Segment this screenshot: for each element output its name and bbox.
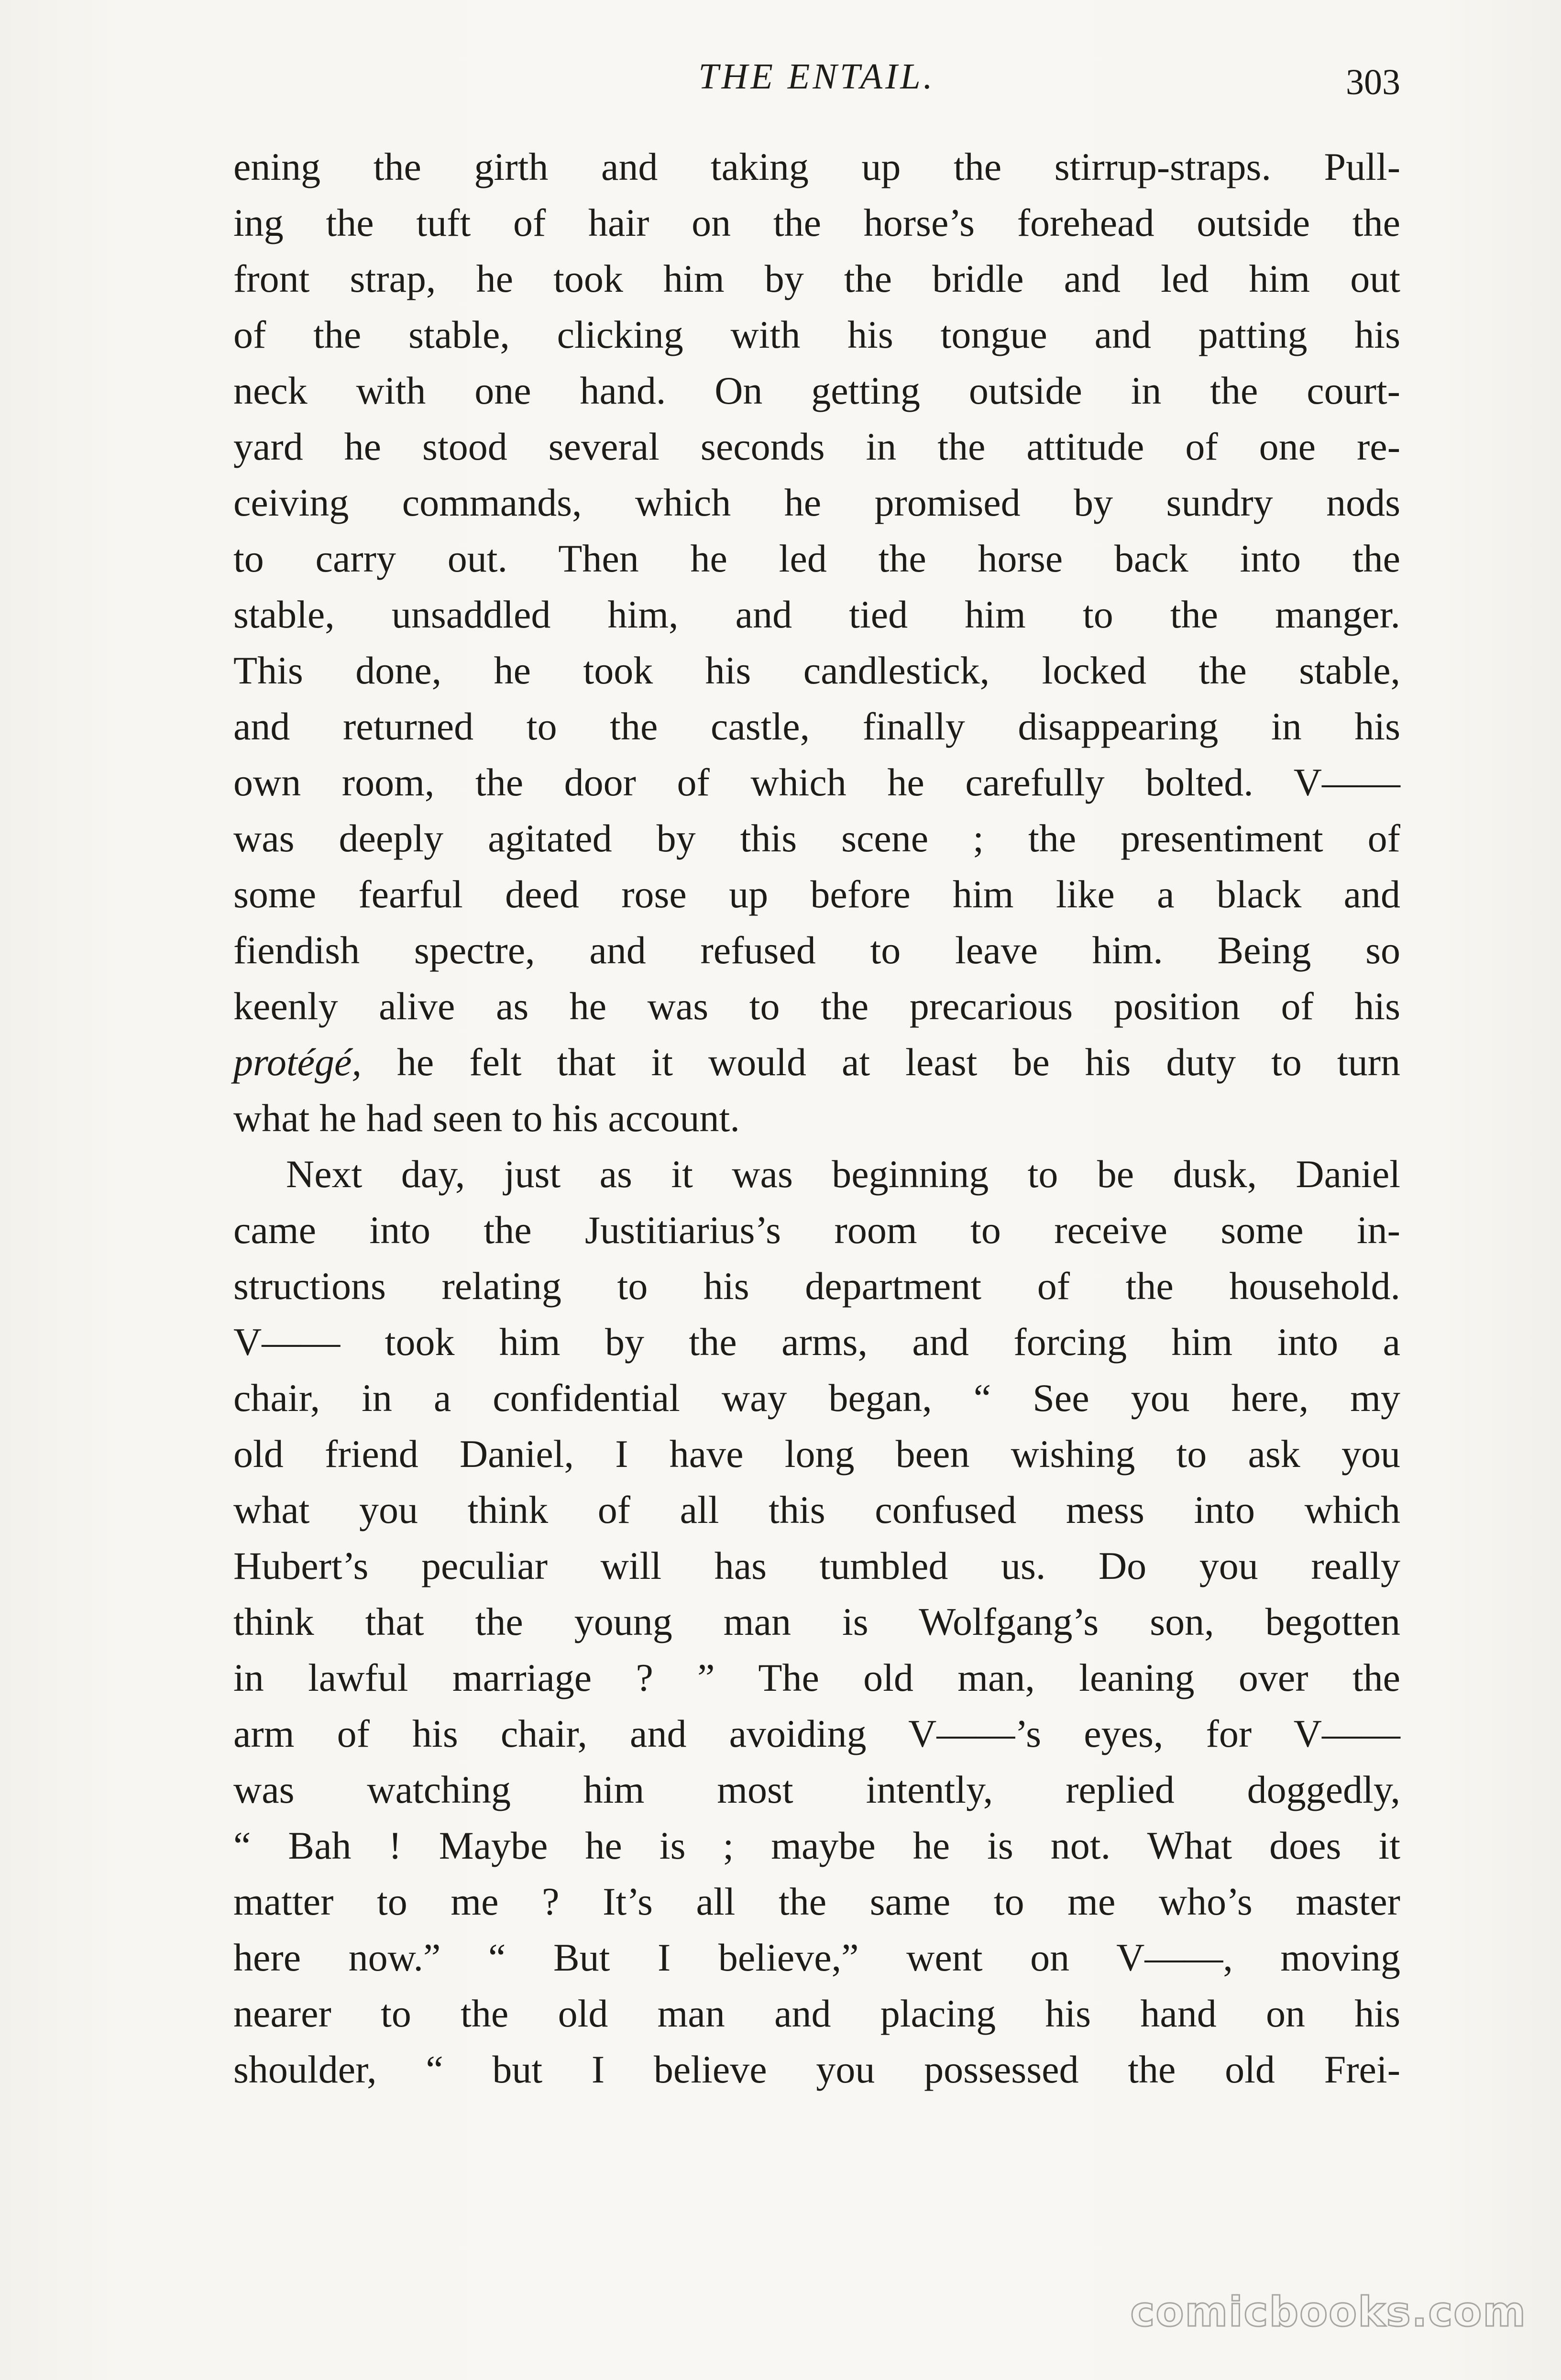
text-line: to carry out. Then he led the horse back into the <box>233 537 1400 580</box>
watermark-text: comicbooks.com <box>1130 2288 1527 2336</box>
text-line: “ Bah ! Maybe he is ; maybe he is not. What does it <box>233 1824 1400 1867</box>
text-line: shoulder, “ but I believe you possessed the old Frei- <box>233 2048 1400 2091</box>
running-head <box>233 50 1400 103</box>
text-line: nearer to the old man and placing his hand on his <box>233 1992 1400 2035</box>
text-line: front strap, he took him by the bridle and led him out <box>233 257 1400 300</box>
line-rest: he felt that it would at least be his duty to turn <box>361 1040 1400 1084</box>
text-line <box>233 1034 1400 1090</box>
text-line: keenly alive as he was to the precarious position of his <box>233 984 1400 1028</box>
text-line: V—— took him by the arms, and forcing him into a <box>233 1320 1400 1364</box>
text-line: in lawful marriage ? ” The old man, leaning over the <box>233 1656 1400 1699</box>
text-line: fiendish spectre, and refused to leave him. Being so <box>233 928 1400 972</box>
text-line: structions relating to his department of the household. <box>233 1264 1400 1308</box>
text-line: chair, in a confidential way began, “ See you here, my <box>233 1376 1400 1420</box>
text-line: and returned to the castle, finally disappearing in his <box>233 705 1400 748</box>
text-line: This done, he took his candlestick, locked the stable, <box>233 649 1400 692</box>
italic-word: protégé, <box>233 1040 362 1084</box>
text-line: Hubert’s peculiar will has tumbled us. Do you really <box>233 1544 1400 1587</box>
page-number: 303 <box>1346 62 1400 102</box>
text-line: matter to me ? It’s all the same to me who’s master <box>233 1880 1400 1923</box>
text-line: came into the Justitiarius’s room to receive some in- <box>233 1208 1400 1252</box>
text-line: arm of his chair, and avoiding V——’s eyes, for V—— <box>233 1712 1400 1755</box>
text-line: ing the tuft of hair on the horse’s forehead outside the <box>233 201 1400 244</box>
text-line: neck with one hand. On getting outside in the court- <box>233 369 1400 412</box>
running-title: THE ENTAIL. <box>698 56 935 97</box>
text-line: ening the girth and taking up the stirrup-straps. Pull- <box>233 145 1400 188</box>
body-text <box>233 139 1400 2097</box>
text-line: some fearful deed rose up before him like a black and <box>233 872 1400 916</box>
text-line: yard he stood several seconds in the attitude of one re- <box>233 425 1400 468</box>
text-line: stable, unsaddled him, and tied him to the manger. <box>233 593 1400 636</box>
text-line: was deeply agitated by this scene ; the presentiment of <box>233 816 1400 860</box>
paragraph-end-line: what he had seen to his account. <box>233 1096 740 1140</box>
text-line: here now.” “ But I believe,” went on V——, moving <box>233 1936 1400 1979</box>
text-line: old friend Daniel, I have long been wishing to ask you <box>233 1432 1400 1476</box>
text-line: ceiving commands, which he promised by sundry nods <box>233 481 1400 524</box>
text-line: think that the young man is Wolfgang’s son, begotten <box>233 1600 1400 1643</box>
text-line: of the stable, clicking with his tongue and patting his <box>233 313 1400 356</box>
paragraph-start-line: Next day, just as it was beginning to be dusk, Daniel <box>286 1152 1400 1196</box>
text-line: own room, the door of which he carefully bolted. V—— <box>233 760 1400 804</box>
text-line: what you think of all this confused mess into which <box>233 1488 1400 1532</box>
text-line: was watching him most intently, replied doggedly, <box>233 1768 1400 1811</box>
